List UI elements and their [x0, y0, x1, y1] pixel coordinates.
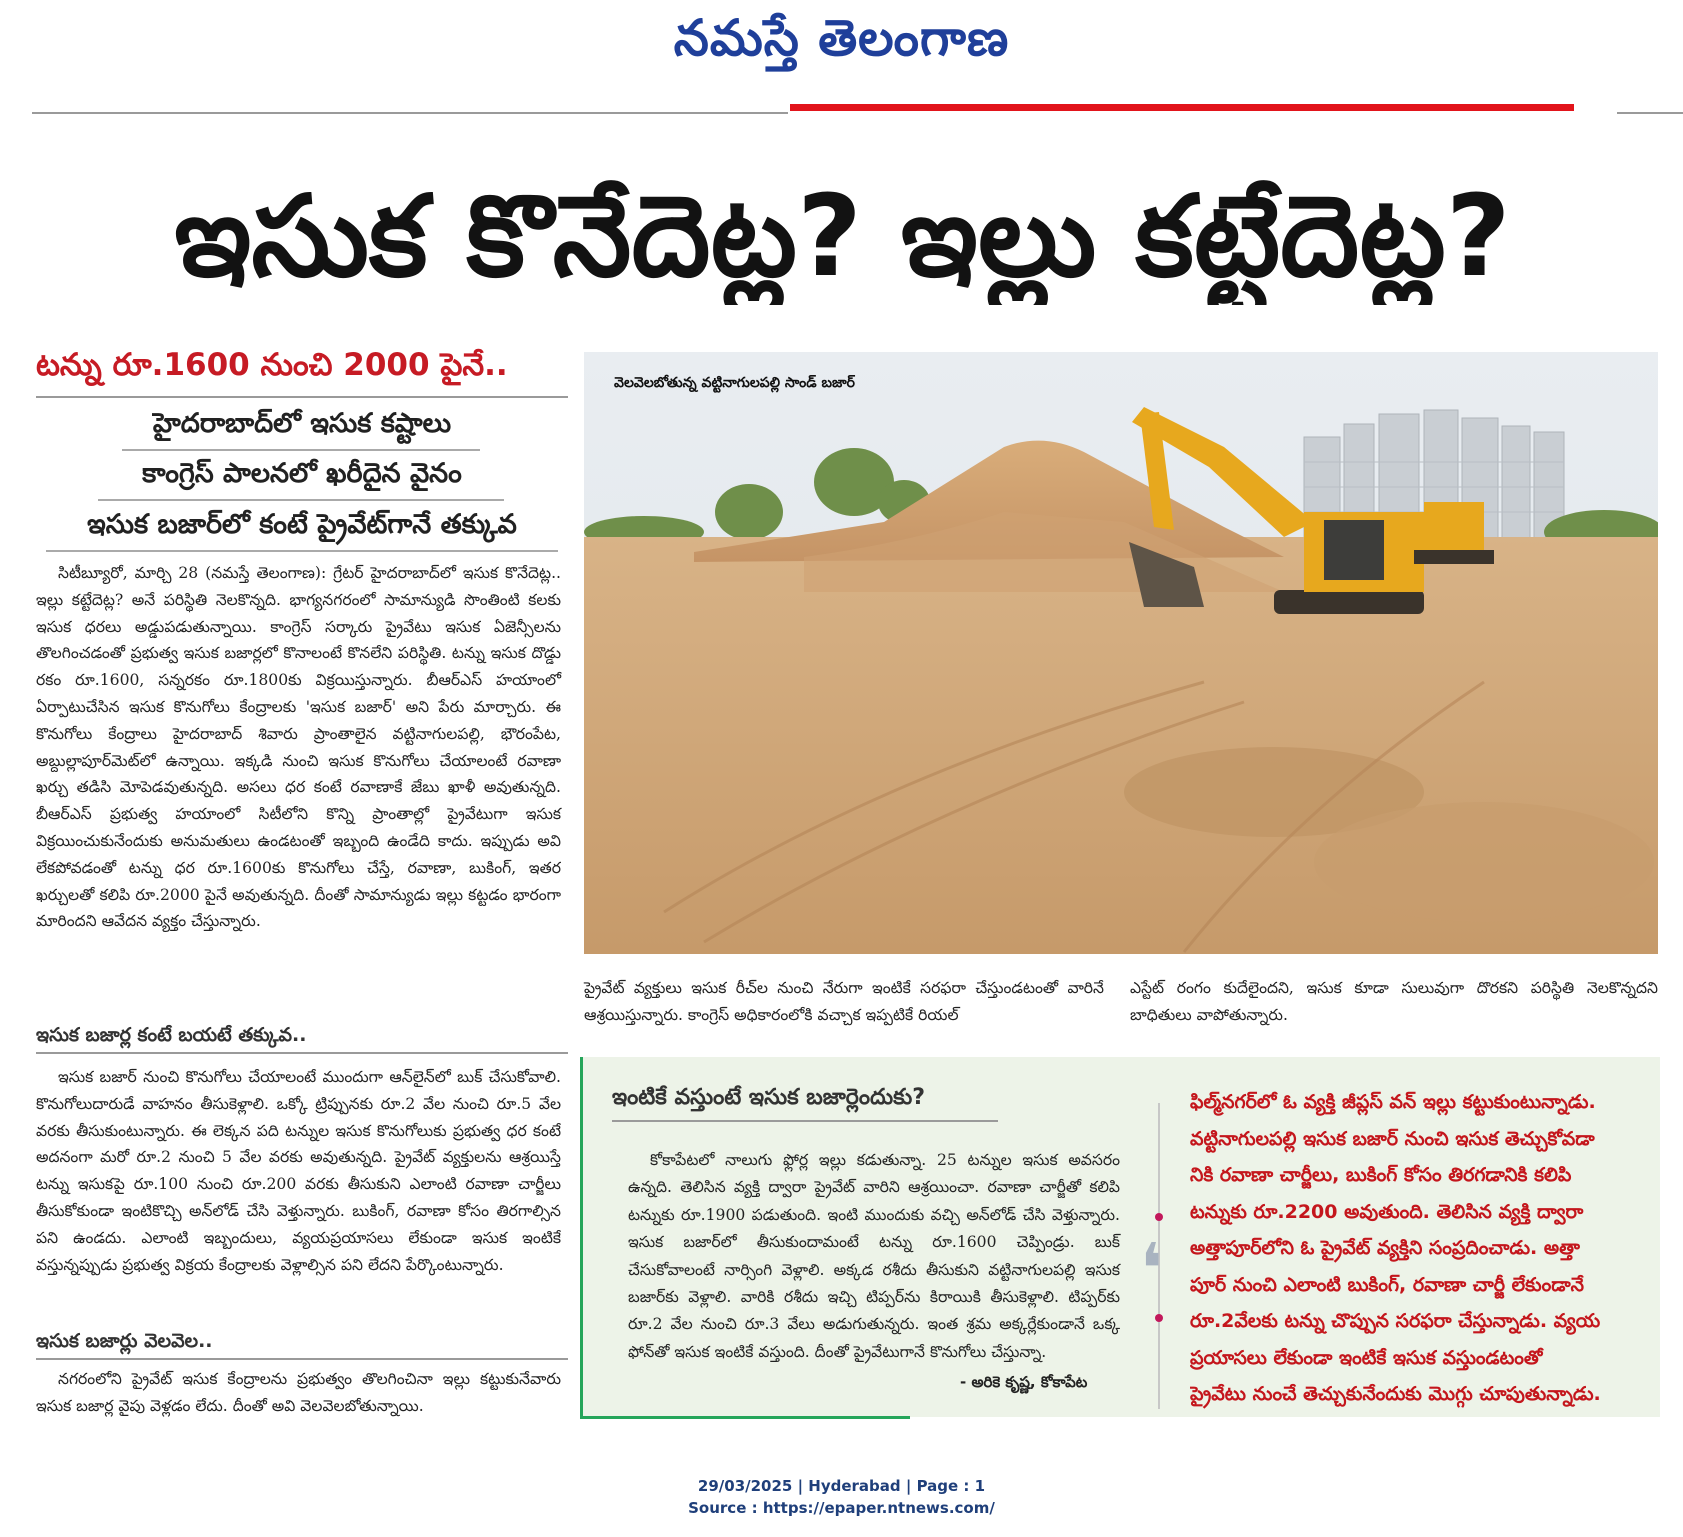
- footer-source-link[interactable]: Source : https://epaper.ntnews.com/: [688, 1499, 995, 1517]
- paragraph-1: సిటీబ్యూరో, మార్చి 28 (నమస్తే తెలంగాణ): గ్రేటర్ హైదరాబాద్‌లో ఇసుక కొనేదెట్ల.. ఇల్లు కట్టేదెట్ల? అనే పరిస్థితి నెలకొన్నది. భాగ్యనగరంలో సామాన్యుడి సొంతింటి కలకు ఇసుక ధరలు అడ్డుపడుతున్నాయి. కాంగ్రెస్ సర్కారు ప్రైవేటు ఇసుక ఏజెన్సీలను తొలగించడంతో ప్రభుత్వ ఇసుక బజార్లలో కొనాలంటే కొనలేని పరిస్థితి. టన్ను ఇసుక దొడ్డు రకం రూ.1600, సన్నరకం రూ.1800కు విక్రయిస్తున్నారు. బీఆర్‌ఎస్ హయాంలో ఏర్పాటుచేసిన ఇసుక కొనుగోలు కేంద్రాలకు 'ఇసుక బజార్' అని పేరు మార్చారు. ఈ కొనుగోలు కేంద్రాలు హైదరాబాద్ శివారు ప్రాంతాలైన వట్టినాగులపల్లి, భౌరంపేట, అబ్దుల్లాపూర్‌మెట్‌లో ఉన్నాయి. ఇక్కడి నుంచి ఇసుక కొనుగోలు చేయాలంటే రవాణా ఖర్చు తడిసి మోపెడవుతున్నది. అసలు ధర కంటే రవాణాకే జేబు ఖాళీ అవుతున్నది. బీఆర్‌ఎస్ ప్రభుత్వ హయాంలో సిటీలోని కొన్ని ప్రాంతాల్లో ప్రైవేటుగా ఇసుక విక్రయించుకునేందుకు అనుమతులు ఉండటంతో ఇబ్బంది ఉండేది కాదు. ఇప్పుడు అవి లేకపోవడంతో టన్ను ధర రూ.1600కు కొనుగోలు చేస్తే, రవాణా, బుకింగ్, ఇతర ఖర్చులతో కలిపి రూ.2000 పైనే అవుతున్నది. దీంతో సామాన్యుడు ఇల్లు కట్టడం భారంగా మారిందని ఆవేదన వ్యక్తం చేస్తున్నారు.: [36, 564, 561, 931]
- sidebar-heading: ఇంటికే వస్తుంటే ఇసుక బజార్లెందుకు?: [612, 1085, 926, 1110]
- sidebar-heading-rule: [612, 1120, 998, 1122]
- footer-date-line: 29/03/2025 | Hyderabad | Page : 1: [697, 1477, 986, 1495]
- section-rule-2: [36, 1358, 568, 1360]
- pull-quote-line: అత్తాపూర్‌లోని ఓ ప్రైవేట్ వ్యక్తిని సంప్రదించాడు. అత్తా: [1190, 1237, 1580, 1259]
- continuation-right: ఎస్టేట్ రంగం కుదేలైందని, ఇసుక కూడా సులువుగా దొరకని పరిస్థితి నెలకొన్నదని బాధితులు వాపోతున్నారు.: [1130, 979, 1658, 1024]
- pull-quote-line: పూర్ నుంచి ఎలాంటి బుకింగ్, రవాణా చార్జీ లేకుండానే: [1190, 1273, 1584, 1296]
- subhead-3-underline: [46, 550, 558, 552]
- pull-quote-line: ఫిల్మ్‌నగర్‌లో ఓ వ్యక్తి జీప్లస్ వన్ ఇల్లు కట్టుకుంటున్నాడు.: [1190, 1091, 1596, 1113]
- masthead-rule-red: [790, 104, 1574, 111]
- quote-mark-icon: ❛: [1140, 1228, 1163, 1310]
- photo-caption: వెలవెలబోతున్న వట్టినాగులపల్లి సాండ్ బజార్: [614, 375, 855, 391]
- sidebar-paragraph: కోకాపేటలో నాలుగు ఫ్లోర్ల ఇల్లు కడుతున్నా. 25 టన్నుల ఇసుక అవసరం ఉన్నది. తెలిసిన వ్యక్తి ద్వారా ప్రైవేట్ వారిని ఆశ్రయించా. రవాణా చార్జీతో కలిపి టన్నుకు రూ.1900 పడుతుంది. ఇంటి ముందుకు వచ్చి అన్‌లోడ్ చేసి వెళ్తున్నారు. ఇసుక బజార్‌లో తీసుకుందామంటే టన్ను రూ.1600 చెప్పిండ్రు. బుక్ చేసుకోవాలంటే నార్సింగి వెళ్లాలి. అక్కడ రశీదు తీసుకుని వట్టినాగులపల్లి ఇసుక బజార్‌కు వెళ్లాలి. వారికి రశీదు ఇచ్చి టిప్పర్‌ను కిరాయికి తీసుకెళ్లాలి. టిప్పర్‌కు రూ.2 వేల నుంచి రూ.3 వేలు అడుగుతున్నరు. ఇంత శ్రమ అక్కర్లేకుండానే ఒక్క ఫోన్‌తో ఇసుక ఇంటికే వస్తుంది. దీంతో ప్రైవేటుగానే కొనుగోలు చేస్తున్నా.: [628, 1151, 1120, 1361]
- continuation-left: ప్రైవేట్ వ్యక్తులు ఇసుక రీచ్‌ల నుంచి నేరుగా ఇంటికే సరఫరా చేస్తుండటంతో వారినే ఆశ్రయిస్తున్నారు. కాంగ్రెస్ అధికారంలోకి వచ్చాక ఇప్పటికే రియల్: [584, 979, 1104, 1024]
- masthead-logo: నమస్తే తెలంగాణ: [673, 8, 1010, 67]
- paragraph-3: నగరంలోని ప్రైవేట్ ఇసుక కేంద్రాలను ప్రభుత్వం తొలగించినా ఇల్లు కట్టుకునేవారు ఇసుక బజార్ల వైపు వెళ్లడం లేదు. దీంతో అవి వెలవెలబోతున్నాయి.: [36, 1370, 561, 1415]
- section-heading-1: ఇసుక బజార్ల కంటే బయటే తక్కువ..: [36, 1024, 307, 1046]
- photo-illustration: [584, 352, 1658, 954]
- pull-quote-line: టన్నుకు రూ.2200 అవుతుంది. తెలిసిన వ్యక్తి ద్వారా: [1190, 1200, 1584, 1223]
- pull-quote-line: ప్రయాసలు లేకుండా ఇంటికే ఇసుక వస్తుండటంతో: [1190, 1346, 1543, 1369]
- kicker: టన్ను రూ.1600 నుంచి 2000 పైనే..: [36, 347, 508, 383]
- subhead-3: ఇసుక బజార్‌లో కంటే ప్రైవేట్‌గానే తక్కువ: [87, 509, 517, 540]
- subhead-2: కాంగ్రెస్ పాలనలో ఖరీదైన వైనం: [142, 458, 462, 489]
- paragraph-2: ఇసుక బజార్ నుంచి కొనుగోలు చేయాలంటే ముందుగా ఆన్‌లైన్‌లో బుక్ చేసుకోవాలి. కొనుగోలుదారుడే వాహనం తీసుకెళ్లాలి. ఒక్కో ట్రిప్పునకు రూ.2 వేల నుంచి రూ.5 వేల వరకు తీసుకుంటున్నారు. ఈ లెక్కన పది టన్నుల ఇసుక కొనుగోలుకు ప్రభుత్వ ధర కంటే అదనంగా మరో రూ.2 నుంచి 5 వేల వరకు అవుతున్నది. ప్రైవేట్ వ్యక్తులను ఆశ్రయిస్తే టన్ను ఇసుకపై రూ.100 నుంచి రూ.200 వరకు తీసుకుని ఎలాంటి రవాణా చార్జీలు తీసుకోకుండా ఇంటికొచ్చి అన్‌లోడ్ చేసి వెళ్తున్నారు. బుకింగ్, రవాణా కోసం తిరగాల్సిన పని ఉండదు. ఎలాంటి ఇబ్బందులు, వ్యయప్రయాసలు లేకుండా ఇసుక ఇంటికే వస్తున్నప్పుడు ప్రభుత్వ విక్రయ కేంద్రాలకు వెళ్లాల్సిన పని లేదని పేర్కొంటున్నారు.: [36, 1068, 561, 1274]
- headline: ఇసుక కొనేదెట్ల? ఇల్లు కట్టేదెట్ల?: [174, 172, 1511, 302]
- subhead-2-underline: [98, 499, 504, 501]
- subhead-1-underline: [122, 449, 480, 451]
- section-rule-1: [36, 1052, 568, 1054]
- pull-quote-line: ప్రైవేటు నుంచే తెచ్చుకునేందుకు మొగ్గు చూపుతున్నాడు.: [1190, 1383, 1601, 1405]
- sidebar-box-border-bottom: [580, 1416, 910, 1419]
- pull-quote-line: వట్టినాగులపల్లి ఇసుక బజార్ నుంచి ఇసుక తెచ్చుకోవడా: [1190, 1127, 1595, 1150]
- article-body-2: [36, 1064, 561, 1278]
- section-heading-2: ఇసుక బజార్లు వెలవెల..: [36, 1330, 213, 1352]
- sidebar-box-border-left: [580, 1057, 583, 1419]
- pull-quote: [1190, 1084, 1648, 1413]
- sand-bazaar-photo: [584, 352, 1658, 954]
- article-body: [36, 560, 561, 935]
- sidebar-body: [628, 1147, 1120, 1366]
- kicker-rule: [36, 396, 568, 398]
- subhead-1: హైదరాబాద్‌లో ఇసుక కష్టాలు: [152, 408, 452, 439]
- pull-quote-line: నికి రవాణా చార్జీలు, బుకింగ్ కోసం తిరగడానికి కలిపి: [1190, 1164, 1572, 1186]
- pull-quote-line: రూ.2వేలకు టన్ను చొప్పున సరఫరా చేస్తున్నాడు. వ్యయ: [1190, 1310, 1601, 1332]
- article-body-3: [36, 1366, 561, 1420]
- byline: - అరికె కృష్ణ, కోకాపేట: [960, 1373, 1088, 1391]
- quote-dot-top: [1155, 1213, 1163, 1221]
- masthead-rule-right: [1617, 112, 1683, 114]
- quote-dot-bottom: [1155, 1314, 1163, 1322]
- masthead-rule-left: [32, 112, 788, 114]
